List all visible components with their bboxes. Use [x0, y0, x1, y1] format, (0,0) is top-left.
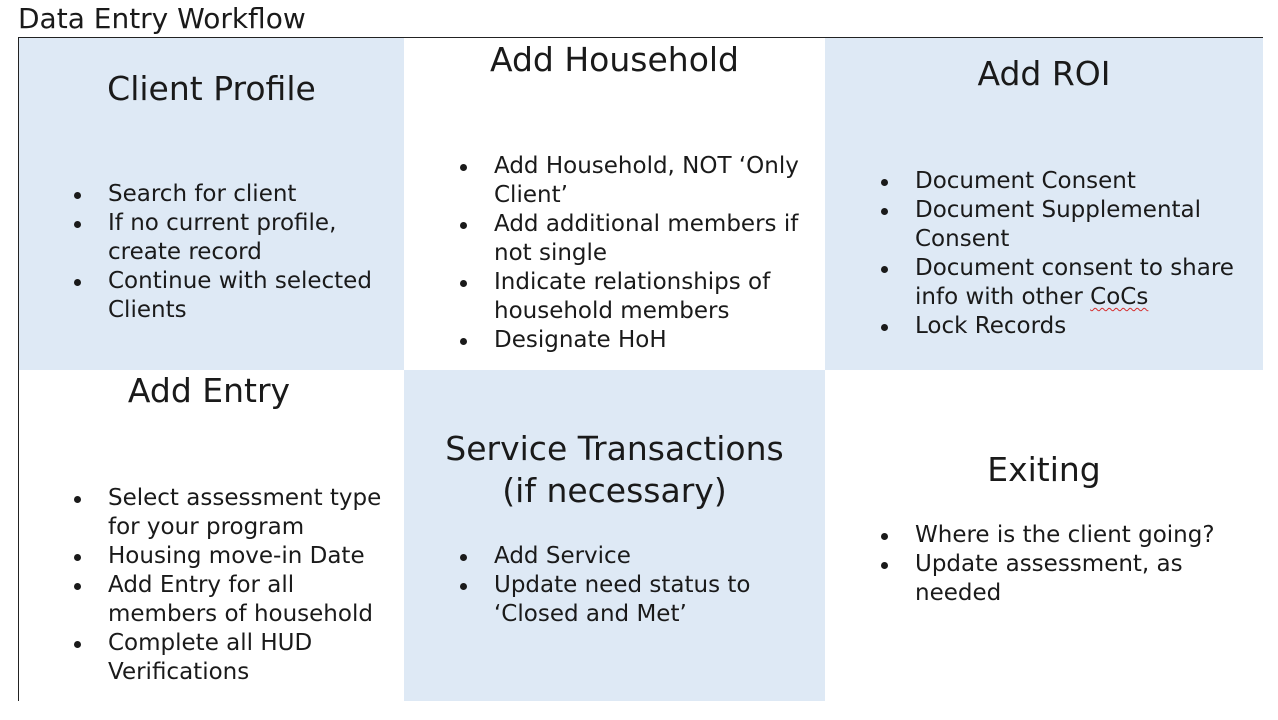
- service-transactions-list: [457, 542, 819, 629]
- cell-client-profile: [19, 38, 404, 370]
- add-household-heading: Add Household: [489, 40, 739, 79]
- exiting-heading: Exiting: [987, 450, 1101, 489]
- add-entry-heading: Add Entry: [127, 371, 291, 410]
- cell-add-roi: [825, 38, 1263, 370]
- cell-add-entry: [19, 370, 404, 701]
- list-item: Update need status to ‘Closed and Met’: [457, 571, 819, 629]
- list-item: Housing move-in Date: [71, 542, 396, 571]
- client-profile-heading: Client Profile: [107, 69, 316, 108]
- workflow-grid: [18, 37, 1263, 701]
- add-household-list: [457, 152, 819, 355]
- page-title: Data Entry Workflow: [18, 2, 306, 35]
- list-item: Add Household, NOT ‘Only Client’: [457, 152, 819, 210]
- share-consent-text: Document consent to share info with other: [915, 255, 1234, 310]
- list-item: [878, 254, 1258, 312]
- list-item: Designate HoH: [457, 326, 819, 355]
- list-item: Add additional members if not single: [457, 210, 819, 268]
- add-roi-heading: Add ROI: [977, 54, 1111, 93]
- list-item: Lock Records: [878, 312, 1258, 341]
- client-profile-list: [71, 180, 396, 325]
- cell-add-household: [404, 38, 825, 370]
- service-transactions-heading: Service Transactions (if necessary): [445, 429, 784, 510]
- add-roi-list: [878, 167, 1258, 341]
- list-item: Continue with selected Clients: [71, 267, 396, 325]
- list-item: Indicate relationships of household members: [457, 268, 819, 326]
- list-item: Document Supplemental Consent: [878, 196, 1258, 254]
- cell-service-transactions: [404, 370, 825, 701]
- list-item: Document Consent: [878, 167, 1258, 196]
- list-item: Where is the client going?: [878, 521, 1258, 550]
- spellcheck-flagged-word: CoCs: [1090, 284, 1149, 310]
- list-item: If no current profile, create record: [71, 209, 396, 267]
- add-entry-list: [71, 484, 396, 687]
- list-item: Complete all HUD Verifications: [71, 629, 396, 687]
- list-item: Add Entry for all members of household: [71, 571, 396, 629]
- cell-exiting: [825, 370, 1263, 701]
- list-item: Search for client: [71, 180, 396, 209]
- list-item: Select assessment type for your program: [71, 484, 396, 542]
- exiting-list: [878, 521, 1258, 608]
- list-item: Update assessment, as needed: [878, 550, 1258, 608]
- list-item: Add Service: [457, 542, 819, 571]
